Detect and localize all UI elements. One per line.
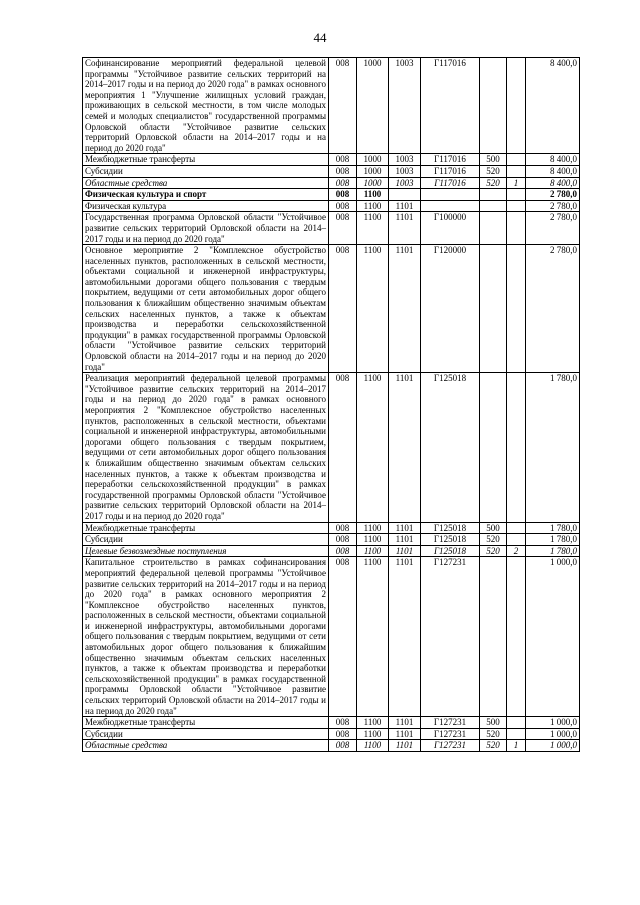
funding-source-cell	[507, 534, 526, 546]
section-code-cell: 1100	[357, 373, 389, 522]
table-row	[83, 189, 580, 201]
expense-type-cell	[480, 557, 507, 717]
admin-code-cell: 008	[329, 522, 357, 534]
subsection-code-cell: 1101	[389, 717, 421, 729]
expense-type-cell: 520	[480, 177, 507, 189]
target-article-cell: Г117016	[421, 154, 480, 166]
target-article-cell: Г117016	[421, 165, 480, 177]
row-description: Капитальное строительство в рамках софинансирования мероприятий федеральной целевой программы "Устойчивое развитие сельских территорий на 2014–2017 годы и на период до 2020 года" в рамках основного мероприятия 2 "Комплексное обустройство населенных пунктов, расположенных в сельской местности, объектами социальной и инженерной инфраструктуры, автомобильными дорогами общего пользования с твердым покрытием, ведущими от сети автомобильных дорог общего пользования к ближайшим общественно значимым объектам сельских населенных пунктов, а также к объектам производства и переработки сельскохозяйственной продукции" в рамках государственной программы Орловской области "Устойчивое развитие сельских территорий Орловской области на 2014–2017 годы и на период до 2020 года"	[83, 557, 329, 717]
page-number: 44	[313, 30, 327, 45]
subsection-code-cell: 1003	[389, 58, 421, 154]
table-row	[83, 165, 580, 177]
target-article-cell: Г127231	[421, 728, 480, 740]
subsection-code-cell: 1101	[389, 740, 421, 752]
funding-source-cell	[507, 200, 526, 212]
expense-type-cell	[480, 189, 507, 201]
row-description: Реализация мероприятий федеральной целевой программы "Устойчивое развитие сельских территорий на 2014–2017 годы и на период до 2020 года" в рамках основного мероприятия 2 "Комплексное обустройство населенных пунктов, расположенных в сельской местности, объектами социальной и инженерной инфраструктуры, автомобильными дорогами общего пользования с твердым покрытием, ведущими от сети автомобильных дорог общего пользования к ближайшим общественно значимым объектам сельских населенных пунктов, а также к объектам производства и переработки сельскохозяйственной продукции" в рамках государственной программы Орловской области "Устойчивое развитие сельских территорий Орловской области на 2014–2017 годы и на период до 2020 года"	[83, 373, 329, 522]
section-code-cell: 1000	[357, 154, 389, 166]
row-description: Физическая культура и спорт	[83, 189, 329, 201]
section-code-cell: 1100	[357, 717, 389, 729]
expense-type-cell: 500	[480, 717, 507, 729]
target-article-cell: Г117016	[421, 177, 480, 189]
target-article-cell: Г100000	[421, 212, 480, 245]
admin-code-cell: 008	[329, 373, 357, 522]
budget-table-body	[83, 58, 580, 752]
amount-cell: 8 400,0	[526, 58, 580, 154]
expense-type-cell	[480, 58, 507, 154]
funding-source-cell	[507, 58, 526, 154]
amount-cell: 2 780,0	[526, 189, 580, 201]
admin-code-cell: 008	[329, 200, 357, 212]
amount-cell: 2 780,0	[526, 245, 580, 373]
funding-source-cell	[507, 522, 526, 534]
amount-cell: 1 000,0	[526, 728, 580, 740]
target-article-cell: Г125018	[421, 522, 480, 534]
table-row	[83, 740, 580, 752]
subsection-code-cell: 1101	[389, 200, 421, 212]
target-article-cell	[421, 200, 480, 212]
table-row	[83, 200, 580, 212]
admin-code-cell: 008	[329, 58, 357, 154]
subsection-code-cell: 1101	[389, 373, 421, 522]
budget-table	[82, 57, 580, 752]
section-code-cell: 1100	[357, 557, 389, 717]
section-code-cell: 1100	[357, 740, 389, 752]
table-row	[83, 545, 580, 557]
row-description: Областные средства	[83, 740, 329, 752]
section-code-cell: 1100	[357, 189, 389, 201]
expense-type-cell: 520	[480, 728, 507, 740]
funding-source-cell	[507, 165, 526, 177]
amount-cell: 1 780,0	[526, 373, 580, 522]
funding-source-cell	[507, 728, 526, 740]
table-row	[83, 154, 580, 166]
funding-source-cell	[507, 189, 526, 201]
expense-type-cell	[480, 245, 507, 373]
section-code-cell: 1100	[357, 534, 389, 546]
funding-source-cell	[507, 557, 526, 717]
funding-source-cell	[507, 154, 526, 166]
row-description: Субсидии	[83, 728, 329, 740]
row-description: Субсидии	[83, 165, 329, 177]
amount-cell: 1 780,0	[526, 522, 580, 534]
subsection-code-cell: 1101	[389, 534, 421, 546]
table-row	[83, 212, 580, 245]
target-article-cell	[421, 189, 480, 201]
amount-cell: 8 400,0	[526, 165, 580, 177]
table-row	[83, 245, 580, 373]
row-description: Основное мероприятие 2 "Комплексное обустройство населенных пунктов, расположенных в сельской местности, объектами социальной и инженерной инфраструктуры, автомобильными дорогами общего пользования с твердым покрытием, ведущими от сети автомобильных дорог общего пользования к ближайшим общественно значимым объектам сельских населенных пунктов, а также к объектам производства и переработки сельскохозяйственной продукции" в рамках государственной программы Орловской области "Устойчивое развитие сельских территорий Орловской области на 2014–2017 годы и на период до 2020 года"	[83, 245, 329, 373]
section-code-cell: 1000	[357, 177, 389, 189]
expense-type-cell: 500	[480, 154, 507, 166]
expense-type-cell: 520	[480, 165, 507, 177]
target-article-cell: Г125018	[421, 545, 480, 557]
amount-cell: 1 780,0	[526, 545, 580, 557]
section-code-cell: 1000	[357, 165, 389, 177]
amount-cell: 1 780,0	[526, 534, 580, 546]
table-row	[83, 557, 580, 717]
funding-source-cell: 1	[507, 740, 526, 752]
amount-cell: 2 780,0	[526, 212, 580, 245]
section-code-cell: 1100	[357, 200, 389, 212]
table-row	[83, 177, 580, 189]
subsection-code-cell: 1003	[389, 154, 421, 166]
funding-source-cell: 1	[507, 177, 526, 189]
table-row	[83, 717, 580, 729]
table-row	[83, 522, 580, 534]
expense-type-cell	[480, 212, 507, 245]
target-article-cell: Г125018	[421, 373, 480, 522]
admin-code-cell: 008	[329, 717, 357, 729]
admin-code-cell: 008	[329, 165, 357, 177]
funding-source-cell	[507, 373, 526, 522]
funding-source-cell	[507, 212, 526, 245]
target-article-cell: Г117016	[421, 58, 480, 154]
subsection-code-cell: 1101	[389, 522, 421, 534]
subsection-code-cell: 1101	[389, 557, 421, 717]
admin-code-cell: 008	[329, 154, 357, 166]
amount-cell: 1 000,0	[526, 717, 580, 729]
subsection-code-cell: 1101	[389, 245, 421, 373]
table-row	[83, 58, 580, 154]
target-article-cell: Г127231	[421, 717, 480, 729]
target-article-cell: Г120000	[421, 245, 480, 373]
row-description: Межбюджетные трансферты	[83, 522, 329, 534]
section-code-cell: 1100	[357, 212, 389, 245]
admin-code-cell: 008	[329, 245, 357, 373]
funding-source-cell	[507, 717, 526, 729]
subsection-code-cell: 1101	[389, 212, 421, 245]
funding-source-cell: 2	[507, 545, 526, 557]
admin-code-cell: 008	[329, 534, 357, 546]
row-description: Софинансирование мероприятий федеральной целевой программы "Устойчивое развитие сельских территорий на 2014–2017 годы и на период до 2020 года" в рамках основного мероприятия 1 "Улучшение жилищных условий граждан, проживающих в сельской местности, в том числе молодых семей и молодых специалистов" государственной программы Орловской области "Устойчивое развитие сельских территорий Орловской области на 2014–2017 годы и на период до 2020 года"	[83, 58, 329, 154]
expense-type-cell: 500	[480, 522, 507, 534]
row-description: Целевые безвозмездные поступления	[83, 545, 329, 557]
admin-code-cell: 008	[329, 212, 357, 245]
target-article-cell: Г125018	[421, 534, 480, 546]
subsection-code-cell: 1101	[389, 728, 421, 740]
table-row	[83, 728, 580, 740]
subsection-code-cell: 1003	[389, 165, 421, 177]
admin-code-cell: 008	[329, 728, 357, 740]
amount-cell: 1 000,0	[526, 557, 580, 717]
amount-cell: 2 780,0	[526, 200, 580, 212]
target-article-cell: Г127231	[421, 557, 480, 717]
section-code-cell: 1100	[357, 522, 389, 534]
expense-type-cell	[480, 373, 507, 522]
expense-type-cell: 520	[480, 545, 507, 557]
section-code-cell: 1100	[357, 545, 389, 557]
amount-cell: 8 400,0	[526, 154, 580, 166]
expense-type-cell	[480, 200, 507, 212]
funding-source-cell	[507, 245, 526, 373]
row-description: Областные средства	[83, 177, 329, 189]
subsection-code-cell: 1101	[389, 545, 421, 557]
target-article-cell: Г127231	[421, 740, 480, 752]
row-description: Межбюджетные трансферты	[83, 717, 329, 729]
row-description: Государственная программа Орловской области "Устойчивое развитие сельских территорий Орловской области на 2014–2017 годы и на период до 2020 года"	[83, 212, 329, 245]
section-code-cell: 1100	[357, 728, 389, 740]
amount-cell: 1 000,0	[526, 740, 580, 752]
subsection-code-cell	[389, 189, 421, 201]
row-description: Межбюджетные трансферты	[83, 154, 329, 166]
admin-code-cell: 008	[329, 189, 357, 201]
table-row	[83, 373, 580, 522]
section-code-cell: 1100	[357, 245, 389, 373]
subsection-code-cell: 1003	[389, 177, 421, 189]
section-code-cell: 1000	[357, 58, 389, 154]
admin-code-cell: 008	[329, 177, 357, 189]
amount-cell: 8 400,0	[526, 177, 580, 189]
expense-type-cell: 520	[480, 740, 507, 752]
row-description: Физическая культура	[83, 200, 329, 212]
expense-type-cell: 520	[480, 534, 507, 546]
admin-code-cell: 008	[329, 557, 357, 717]
table-row	[83, 534, 580, 546]
row-description: Субсидии	[83, 534, 329, 546]
admin-code-cell: 008	[329, 545, 357, 557]
admin-code-cell: 008	[329, 740, 357, 752]
